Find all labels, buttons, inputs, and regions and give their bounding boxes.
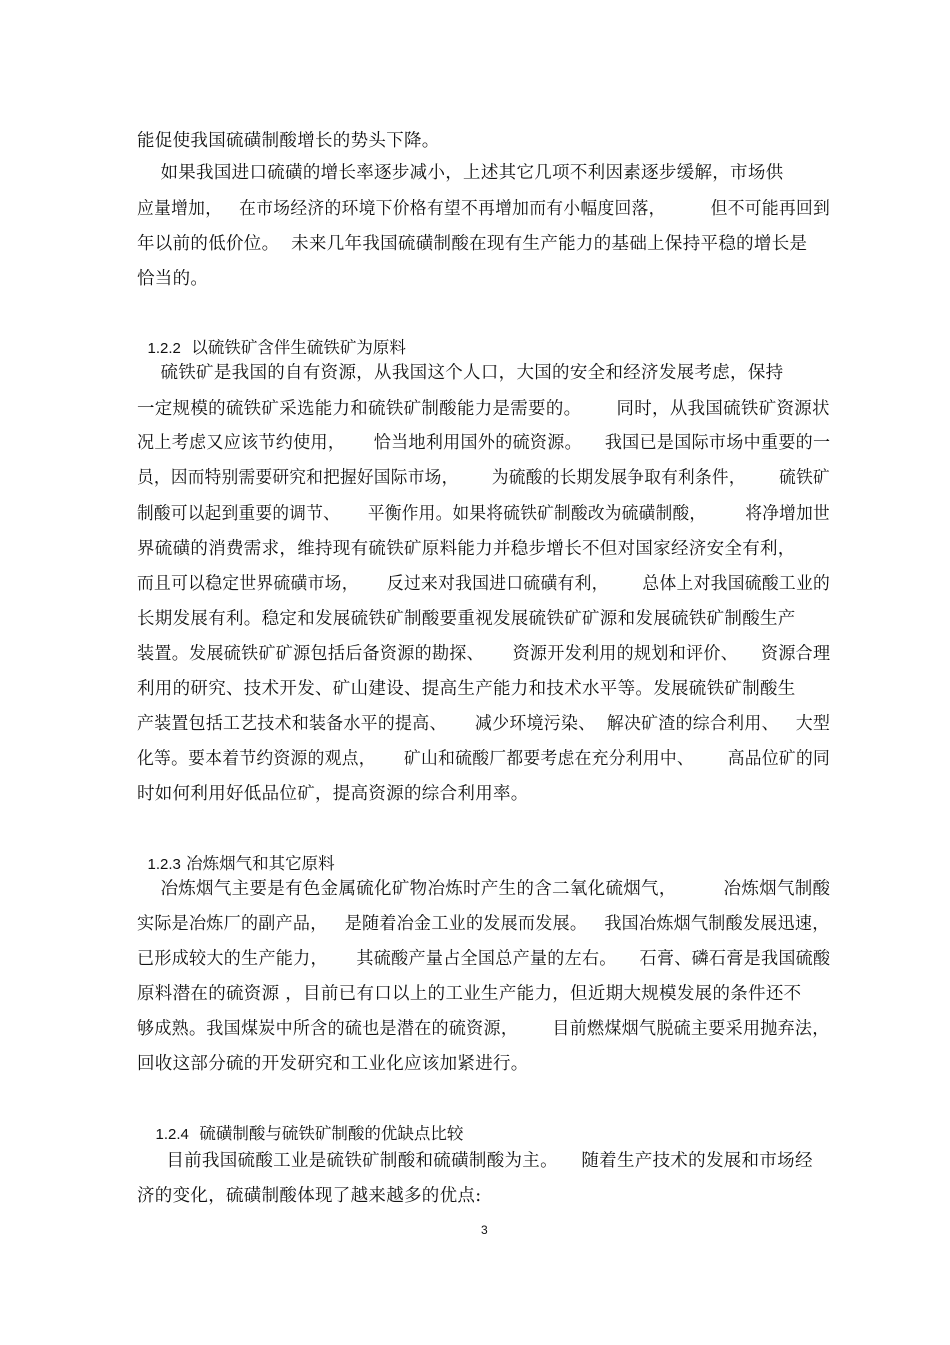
body-line: 况上考虑又应该节约使用， 恰当地利用国外的硫资源。 我国已是国际市场中重要的一 <box>137 433 831 453</box>
body-line: 能促使我国硫磺制酸增长的势头下降。 <box>137 131 440 151</box>
section-title: 以硫铁矿含伴生硫铁矿为原料 <box>180 338 406 357</box>
body-line: 已形成较大的生产能力， 其硫酸产量占全国总产量的左右。 石膏、磷石膏是我国硫酸 <box>137 949 831 969</box>
body-line: 员，因而特别需要研究和把握好国际市场， 为硫酸的长期发展争取有利条件， 硫铁矿 <box>137 468 830 488</box>
body-line: 实际是冶炼厂的副产品， 是随着冶金工业的发展而发展。 我国冶炼烟气制酸发展迅速， <box>137 914 830 934</box>
page-number: 3 <box>481 1223 488 1237</box>
body-line: 硫铁矿是我国的自有资源，从我国这个人口，大国的安全和经济发展考虑，保持 <box>137 363 784 383</box>
section-heading-1-2-3 <box>137 831 335 876</box>
body-line: 装置。发展硫铁矿矿源包括后备资源的勘探、 资源开发利用的规划和评价、 资源合理 <box>137 644 831 664</box>
body-line: 应量增加， 在市场经济的环境下价格有望不再增加而有小幅度回落， 但不可能再回到 <box>137 199 831 219</box>
section-title: 冶炼烟气和其它原料 <box>180 854 335 873</box>
section-title: 硫磺制酸与硫铁矿制酸的优缺点比较 <box>188 1124 464 1143</box>
body-line: 冶炼烟气主要是有色金属硫化矿物冶炼时产生的含二氧化硫烟气， 冶炼烟气制酸 <box>137 879 831 899</box>
body-line: 年以前的低价位。 未来几年我国硫磺制酸在现有生产能力的基础上保持平稳的增长是 <box>137 234 808 254</box>
body-line: 长期发展有利。稳定和发展硫铁矿制酸要重视发展硫铁矿矿源和发展硫铁矿制酸生产 <box>137 609 796 629</box>
body-line: 原料潜在的硫资源 ，目前已有口以上的工业生产能力，但近期大规模发展的条件还不 <box>137 984 802 1004</box>
body-line: 制酸可以起到重要的调节、 平衡作用。如果将硫铁矿制酸改为硫磺制酸， 将净增加世 <box>137 504 830 524</box>
section-heading-1-2-2 <box>137 315 406 360</box>
body-line: 产装置包括工艺技术和装备水平的提高、 减少环境污染、 解决矿渣的综合利用、 大型 <box>137 714 831 734</box>
body-line: 利用的研究、技术开发、矿山建设、提高生产能力和技术水平等。发展硫铁矿制酸生 <box>137 679 796 699</box>
body-line: 够成熟。我国煤炭中所含的硫也是潜在的硫资源， 目前燃煤烟气脱硫主要采用抛弃法， <box>137 1019 830 1039</box>
body-line: 化等。要本着节约资源的观点， 矿山和硫酸厂都要考虑在充分利用中、 高品位矿的同 <box>137 749 831 769</box>
section-number: 1.2.4 <box>155 1126 189 1143</box>
body-line: 恰当的。 <box>137 269 209 289</box>
section-number: 1.2.2 <box>147 340 181 357</box>
section-heading-1-2-4 <box>145 1101 463 1146</box>
body-line: 一定规模的硫铁矿采选能力和硫铁矿制酸能力是需要的。 同时，从我国硫铁矿资源状 <box>137 399 830 419</box>
body-line: 而且可以稳定世界硫磺市场， 反过来对我国进口硫磺有利， 总体上对我国硫酸工业的 <box>137 574 831 594</box>
body-line: 目前我国硫酸工业是硫铁矿制酸和硫磺制酸为主。 随着生产技术的发展和市场经 <box>137 1151 813 1171</box>
body-line: 时如何利用好低品位矿，提高资源的综合利用率。 <box>137 784 529 804</box>
body-line: 如果我国进口硫磺的增长率逐步减小，上述其它几项不利因素逐步缓解，市场供 <box>137 163 784 183</box>
body-line: 界硫磺的消费需求，维持现有硫铁矿原料能力并稳步增长不但对国家经济安全有利， <box>137 539 796 559</box>
body-line: 济的变化，硫磺制酸体现了越来越多的优点: <box>137 1186 482 1206</box>
section-number: 1.2.3 <box>147 856 181 873</box>
body-line: 回收这部分硫的开发研究和工业化应该加紧进行。 <box>137 1054 529 1074</box>
